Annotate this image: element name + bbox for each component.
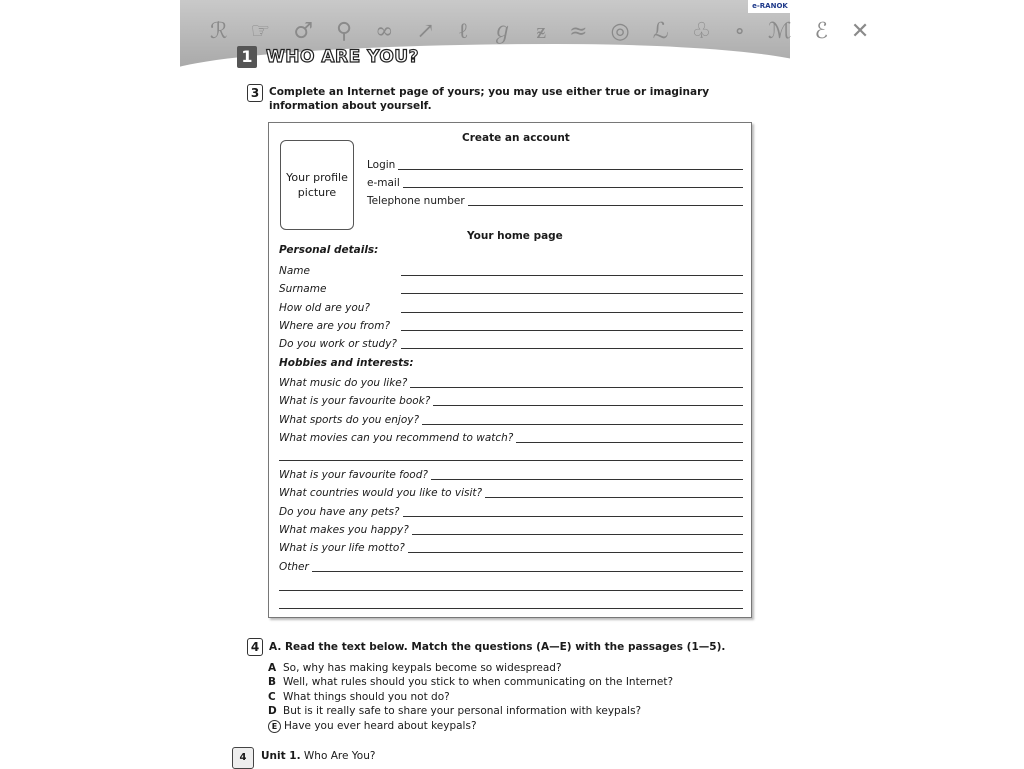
login-field[interactable] [367,156,743,172]
work-study-label: Do you work or study? [279,338,397,350]
footer-unit-name: Who Are You? [303,750,376,762]
account-form [268,122,752,618]
countries-label: What countries would you like to visit? [279,487,483,499]
header-decoration: ℛ ☞ ♂ ⚲ ∞ ↗ ℓ ℊ ᵶ ≈ ◎ ℒ ♧ ∘ ℳ ℰ ✕ [210,19,878,44]
option-a [268,661,562,675]
other-label: Other [279,561,309,573]
option-d [268,704,641,718]
origin-label: Where are you from? [279,320,391,332]
email-line[interactable] [403,187,743,188]
login-label: Login [367,159,396,171]
page-header [180,0,878,68]
option-text: So, why has making keypals become so widespread? [283,662,562,674]
happy-field[interactable] [279,521,743,537]
page-number: 4 [232,747,254,769]
option-letter: B [268,676,277,688]
name-label: Name [279,265,310,277]
option-letter-circled: E [268,720,281,733]
exercise-4-number: 4 [247,638,263,656]
option-text: Have you ever heard about keypals? [284,720,477,732]
pets-line[interactable] [403,516,743,517]
workbook-page [180,0,878,768]
telephone-line[interactable] [468,205,743,206]
option-letter: C [268,691,276,703]
other-extra-line-1[interactable] [279,590,743,591]
name-line[interactable] [401,275,743,276]
sports-label: What sports do you enjoy? [279,414,420,426]
origin-line[interactable] [401,330,743,331]
surname-field[interactable] [279,280,743,296]
movies-label: What movies can you recommend to watch? [279,432,514,444]
other-extra-line-2[interactable] [279,608,743,609]
music-field[interactable] [279,374,743,390]
happy-line[interactable] [412,534,743,535]
footer-unit [261,750,375,762]
pets-field[interactable] [279,503,743,519]
email-label: e-mail [367,177,400,189]
personal-details-heading: Personal details: [279,244,379,256]
sports-line[interactable] [422,424,743,425]
login-line[interactable] [398,169,743,170]
book-line[interactable] [433,405,743,406]
home-page-heading: Your home page [467,230,563,242]
food-line[interactable] [431,479,743,480]
movies-extra-line[interactable] [279,460,743,461]
movies-field[interactable] [279,429,743,445]
age-label: How old are you? [279,302,371,314]
happy-label: What makes you happy? [279,524,409,536]
profile-picture-box[interactable] [280,140,354,230]
motto-line[interactable] [408,552,743,553]
telephone-label: Telephone number [367,195,465,207]
food-field[interactable] [279,466,743,482]
book-field[interactable] [279,392,743,408]
brand-logo: e-RANOK [748,0,792,13]
profile-picture-label: Your profile picture [286,171,348,199]
age-field[interactable] [279,299,743,315]
option-text: What things should you not do? [283,691,450,703]
email-field[interactable] [367,174,743,190]
surname-line[interactable] [401,293,743,294]
surname-label: Surname [279,283,327,295]
unit-title: WHO ARE YOU? [266,47,419,67]
option-text: But is it really safe to share your personal information with keypals? [283,705,642,717]
option-letter: A [268,662,277,674]
telephone-field[interactable] [367,192,743,208]
option-c [268,690,450,704]
other-field[interactable] [279,558,743,574]
option-e [268,719,477,733]
sports-field[interactable] [279,411,743,427]
music-line[interactable] [410,387,743,388]
countries-field[interactable] [279,484,743,500]
origin-field[interactable] [279,317,743,333]
exercise-4-instruction: A. Read the text below. Match the questions (A—E) with the passages (1—5). [269,641,726,653]
motto-field[interactable] [279,539,743,555]
other-line[interactable] [312,571,743,572]
option-letter: D [268,705,277,717]
work-study-field[interactable] [279,335,743,351]
pets-label: Do you have any pets? [279,506,400,518]
music-label: What music do you like? [279,377,408,389]
name-field[interactable] [279,262,743,278]
food-label: What is your favourite food? [279,469,428,481]
option-text: Well, what rules should you stick to when communicating on the Internet? [283,676,674,688]
movies-line[interactable] [516,442,743,443]
motto-label: What is your life motto? [279,542,405,554]
option-b [268,675,673,689]
hobbies-heading: Hobbies and interests: [279,357,414,369]
age-line[interactable] [401,312,743,313]
book-label: What is your favourite book? [279,395,431,407]
exercise-3-instruction: Complete an Internet page of yours; you may use either true or imaginary information about yourself. [269,86,710,112]
footer-unit-label: Unit 1. [261,750,301,762]
unit-number: 1 [237,46,257,68]
exercise-3-number: 3 [247,84,263,102]
work-study-line[interactable] [401,348,743,349]
create-account-heading: Create an account [462,132,570,144]
countries-line[interactable] [485,497,743,498]
